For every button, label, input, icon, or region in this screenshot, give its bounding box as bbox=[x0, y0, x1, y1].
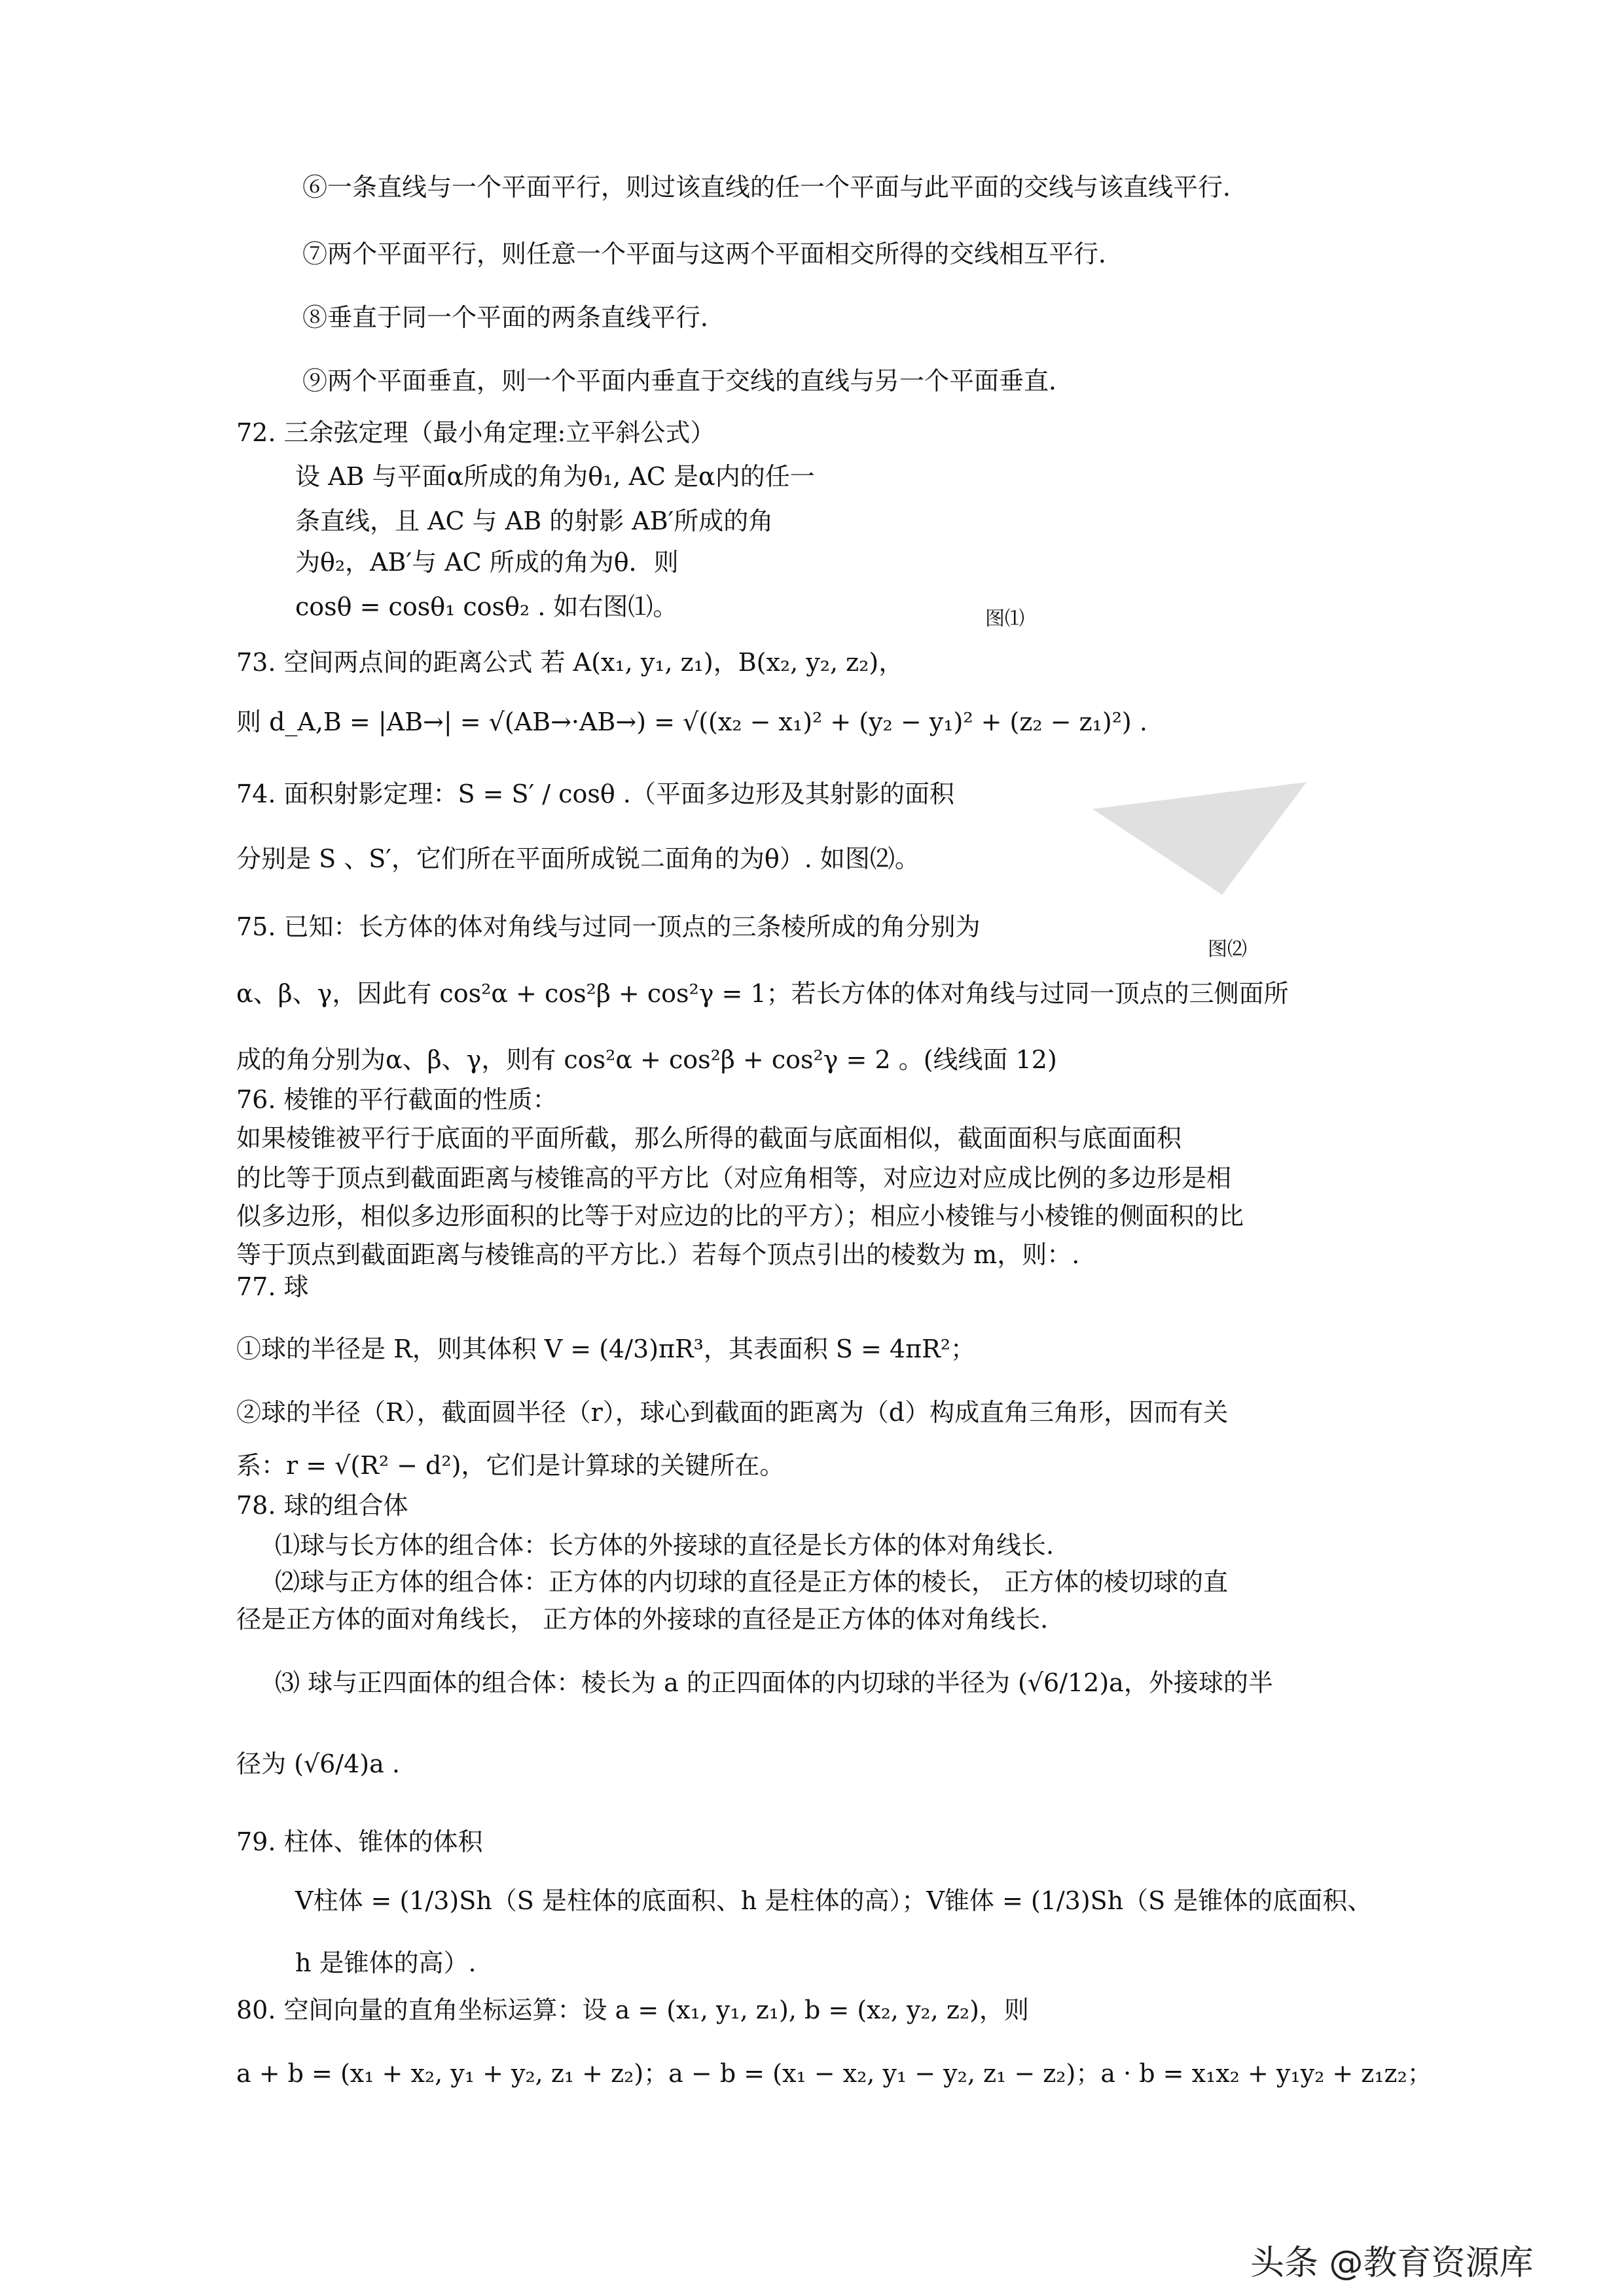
text-line: ⑨两个平面垂直，则一个平面内垂直于交线的直线与另一个平面垂直． bbox=[302, 367, 1074, 395]
text-line: 如果棱锥被平行于底面的平面所截，那么所得的截面与底面相似，截面面积与底面面积 bbox=[236, 1124, 1182, 1153]
text-line: 系：r = √(R² − d²)，它们是计算球的关键所在。 bbox=[236, 1451, 785, 1480]
text-line: ⑴球与长方体的组合体：长方体的外接球的直径是长方体的体对角线长. bbox=[275, 1531, 1055, 1560]
text-line: 径是正方体的面对角线长， 正方体的外接球的直径是正方体的体对角线长. bbox=[236, 1605, 1049, 1634]
figure-1-caption: 图⑴ bbox=[985, 608, 1024, 630]
text-line: α、β、γ，因此有 cos²α + cos²β + cos²γ = 1；若长方体的体对角线与过同一顶点的三侧面所 bbox=[236, 979, 1289, 1008]
section-heading: 77. 球 bbox=[236, 1272, 309, 1301]
section-heading: 74. 面积射影定理：S = S′ / cosθ .（平面多边形及其射影的面积 bbox=[236, 780, 954, 808]
text-line: ⑥一条直线与一个平面平行，则过该直线的任一个平面与此平面的交线与该直线平行． bbox=[302, 173, 1248, 202]
figure-2-caption: 图⑵ bbox=[1208, 939, 1247, 960]
text-line: ⑶ 球与正四面体的组合体：棱长为 a 的正四面体的内切球的半径为 (√6/12)a，外接球的半 bbox=[275, 1668, 1273, 1697]
section-heading: 75. 已知：长方体的体对角线与过同一顶点的三条棱所成的角分别为 bbox=[236, 912, 981, 941]
text-line: ①球的半径是 R，则其体积 V = (4/3)πR³，其表面积 S = 4πR²； bbox=[236, 1335, 975, 1363]
text-line: 则 d_A,B = |AB→| = √(AB→·AB→) = √((x₂ − x₁)² + (y₂ − y₁)² + (z₂ − z₁)²) . bbox=[236, 708, 1147, 736]
section-heading: 73. 空间两点间的距离公式 若 A(x₁, y₁, z₁)，B(x₂, y₂, z₂)， bbox=[236, 648, 904, 677]
text-line: h 是锥体的高）. bbox=[295, 1948, 477, 1977]
section-heading: 80. 空间向量的直角坐标运算：设 a = (x₁, y₁, z₁), b = (x₂, y₂, z₂)，则 bbox=[236, 1996, 1029, 2024]
text-line: 成的角分别为α、β、γ，则有 cos²α + cos²β + cos²γ = 2 。(线线面 12) bbox=[236, 1045, 1057, 1074]
text-line: ⑵球与正方体的组合体：正方体的内切球的直径是正方体的棱长， 正方体的棱切球的直 bbox=[275, 1568, 1229, 1596]
text-line: 设 AB 与平面α所成的角为θ₁, AC 是α内的任一 bbox=[295, 462, 815, 491]
text-line: 的比等于顶点到截面距离与棱锥高的平方比（对应角相等，对应边对应成比例的多边形是相 bbox=[236, 1164, 1232, 1193]
text-line: ②球的半径（R），截面圆半径（r），球心到截面的距离为（d）构成直角三角形，因而有关 bbox=[236, 1398, 1229, 1427]
section-heading: 79. 柱体、锥体的体积 bbox=[236, 1827, 483, 1856]
text-line: 条直线，且 AC 与 AB 的射影 AB′所成的角 bbox=[295, 507, 774, 535]
text-line: a + b = (x₁ + x₂, y₁ + y₂, z₁ + z₂)；a − b = (x₁ − x₂, y₁ − y₂, z₁ − z₂)；a · b = x₁x₂ + y₁y₂ + z₁z₂； bbox=[236, 2059, 1432, 2088]
section-heading: 76. 棱锥的平行截面的性质： bbox=[236, 1085, 558, 1114]
triangle-shape bbox=[1092, 782, 1307, 895]
text-line: 分别是 S 、S′，它们所在平面所成锐二面角的为θ）. 如图⑵。 bbox=[236, 844, 920, 873]
text-line: ⑧垂直于同一个平面的两条直线平行． bbox=[302, 303, 726, 332]
text-line: V柱体 = (1/3)Sh（S 是柱体的底面积、h 是柱体的高）；V锥体 = (1/3)Sh（S 是锥体的底面积、 bbox=[295, 1886, 1373, 1915]
text-line: 径为 (√6/4)a . bbox=[236, 1749, 400, 1778]
section-heading: 72. 三余弦定理（最小角定理:立平斜公式） bbox=[236, 418, 715, 447]
text-line: cosθ = cosθ₁ cosθ₂ . 如右图⑴。 bbox=[295, 592, 678, 621]
text-line: 为θ₂，AB′与 AC 所成的角为θ．则 bbox=[295, 548, 679, 577]
watermark: 头条 @教育资源库 bbox=[1250, 2244, 1534, 2283]
text-line: 等于顶点到截面距离与棱锥高的平方比.）若每个顶点引出的棱数为 m，则：. bbox=[236, 1240, 1080, 1269]
text-line: ⑦两个平面平行，则任意一个平面与这两个平面相交所得的交线相互平行． bbox=[302, 240, 1124, 268]
text-line: 似多边形，相似多边形面积的比等于对应边的比的平方）；相应小棱锥与小棱锥的侧面积的比 bbox=[236, 1202, 1244, 1230]
section-heading: 78. 球的组合体 bbox=[236, 1491, 408, 1520]
